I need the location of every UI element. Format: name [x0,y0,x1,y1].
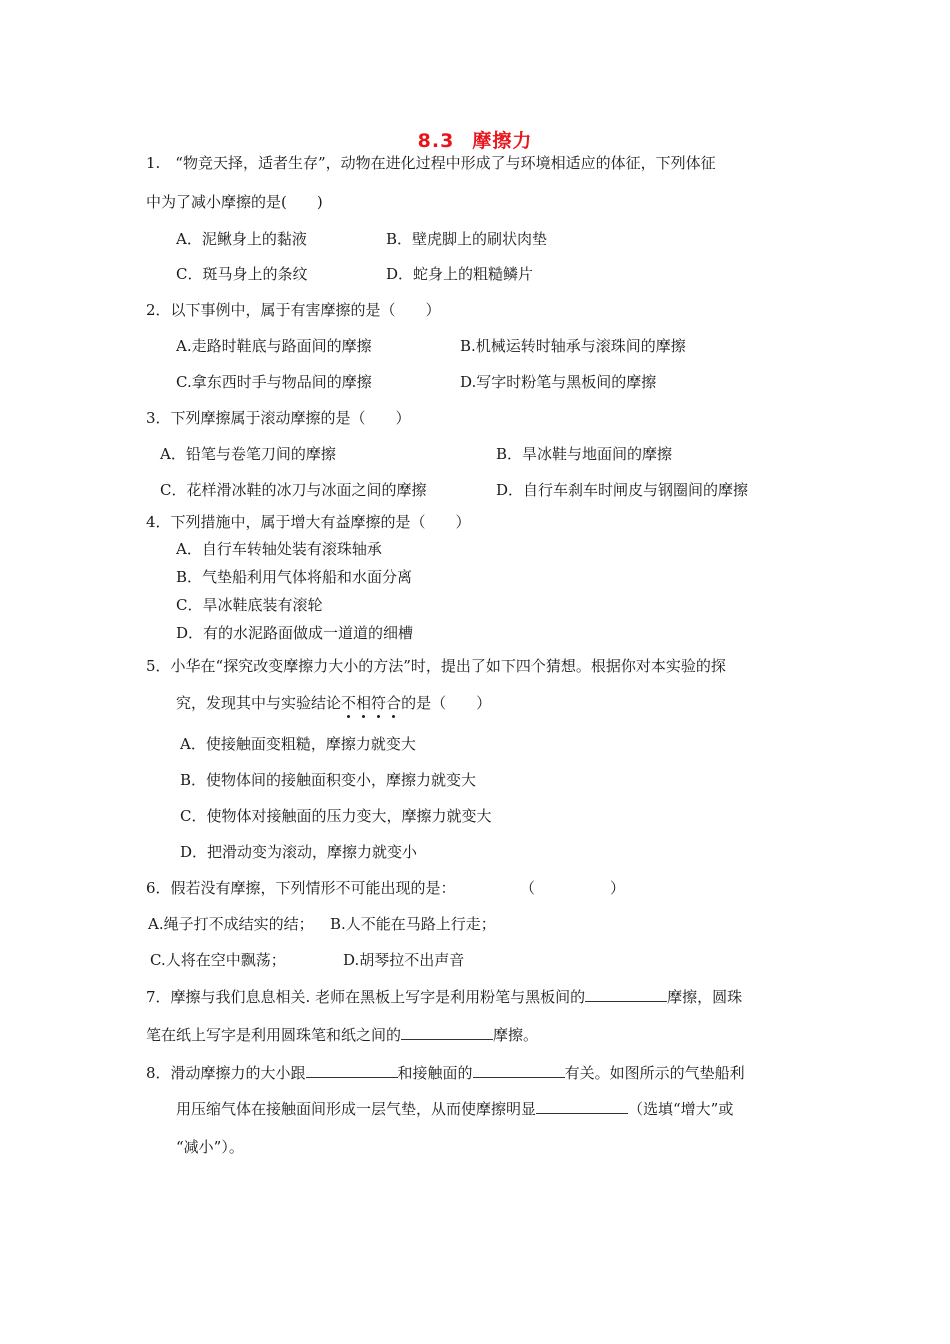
q1-option-c: C．斑马身上的条纹 [176,265,308,283]
q3-option-d: D．自行车刹车时闸皮与钢圈间的摩擦 [496,481,749,499]
answer-blank[interactable] [401,1025,493,1040]
q5-option-c: C．使物体对接触面的压力变大，摩擦力就变大 [180,807,492,825]
q5-stem-line2-suffix: 的是（ ） [401,694,492,712]
q6-option-c: C.人将在空中飘荡； [150,951,286,969]
q2-option-d: D.写字时粉笔与黑板间的摩擦 [460,373,657,391]
answer-blank[interactable] [473,1063,565,1078]
q5-stem-line2-prefix: 究，发现其中与实验结论 [176,694,342,712]
q3-option-b: B．旱冰鞋与地面间的摩擦 [496,445,673,463]
q6-option-d: D.胡琴拉不出声音 [343,951,465,969]
q8-line3: “减小”）。 [176,1138,244,1156]
q1-option-b: B．壁虎脚上的刷状肉垫 [386,230,548,248]
q6-option-a: A.绳子打不成结实的结； [148,915,314,933]
q6-stem: 6．假若没有摩擦，下列情形不可能出现的是： [146,879,456,897]
q5-option-a: A．使接触面变粗糙，摩擦力就变大 [180,735,416,753]
q3-option-c: C．花样滑冰鞋的冰刀与冰面之间的摩擦 [160,481,427,499]
q1-stem-line2: 中为了减小摩擦的是( ) [146,193,323,211]
answer-blank[interactable] [536,1099,628,1114]
emphasis-char: 符 [371,694,387,712]
emphasis-char: 相 [356,694,372,712]
q8-line1-text: 8．滑动摩擦力的大小跟 [146,1064,306,1082]
q1-option-d: D．蛇身上的粗糙鳞片 [386,265,534,283]
q8-line2-suffix: （选填“增大”或 [628,1100,734,1118]
q7-line2-suffix: 摩擦。 [493,1026,539,1044]
q7-line1-suffix: 摩擦，圆珠 [667,988,743,1006]
page-title [0,126,950,153]
q2-option-b: B.机械运转时轴承与滚珠间的摩擦 [460,337,686,355]
q5-option-d: D．把滑动变为滚动，摩擦力就变小 [180,843,418,861]
q4-option-a: A．自行车转轴处装有滚珠轴承 [176,540,382,558]
q5-stem-line2 [176,693,491,713]
q7-line2 [146,1025,538,1045]
q6-paren-open: （ [520,879,536,897]
q4-stem: 4．下列措施中，属于增大有益摩擦的是（ ） [146,513,471,531]
q7-line2-text: 笔在纸上写字是利用圆珠笔和纸之间的 [146,1026,402,1044]
q6-paren-close: ） [610,879,626,897]
section-number: 8.3 [417,130,455,152]
q3-option-a: A．铅笔与卷笔刀间的摩擦 [160,445,336,463]
q6-option-b: B.人不能在马路上行走； [330,915,496,933]
q8-line1 [146,1063,745,1083]
emphasis-char: 合 [386,694,402,712]
q2-stem: 2．以下事例中，属于有害摩擦的是（ ） [146,301,441,319]
q4-option-c: C．旱冰鞋底装有滚轮 [176,596,323,614]
q4-option-b: B．气垫船利用气体将船和水面分离 [176,568,413,586]
q1-option-a: A．泥鳅身上的黏液 [176,230,307,248]
emphasis-char: 不 [341,694,357,712]
answer-blank[interactable] [585,987,667,1002]
q2-option-a: A.走路时鞋底与路面间的摩擦 [176,337,372,355]
section-title: 摩擦力 [472,130,533,152]
q8-line2 [176,1099,733,1119]
q8-line2-text: 用压缩气体在接触面间形成一层气垫，从而使摩擦明显 [176,1100,537,1118]
q8-line1-suffix: 有关。如图所示的气垫船利 [564,1064,745,1082]
q1-stem-line1: 1. “物竞天择，适者生存”，动物在进化过程中形成了与环境相适应的体征，下列体征 [146,154,716,172]
q7-line1 [146,987,742,1007]
q3-stem: 3．下列摩擦属于滚动摩擦的是（ ） [146,409,411,427]
q2-option-c: C.拿东西时手与物品间的摩擦 [176,373,372,391]
q4-option-d: D．有的水泥路面做成一道道的细槽 [176,624,414,642]
q8-line1-mid: 和接触面的 [397,1064,473,1082]
q5-option-b: B．使物体间的接触面积变小，摩擦力就变大 [180,771,477,789]
q7-line1-text: 7．摩擦与我们息息相关. 老师在黑板上写字是利用粉笔与黑板间的 [146,988,586,1006]
answer-blank[interactable] [306,1063,398,1078]
q5-stem-line1: 5．小华在“探究改变摩擦力大小的方法”时，提出了如下四个猜想。根据你对本实验的探 [146,657,726,675]
